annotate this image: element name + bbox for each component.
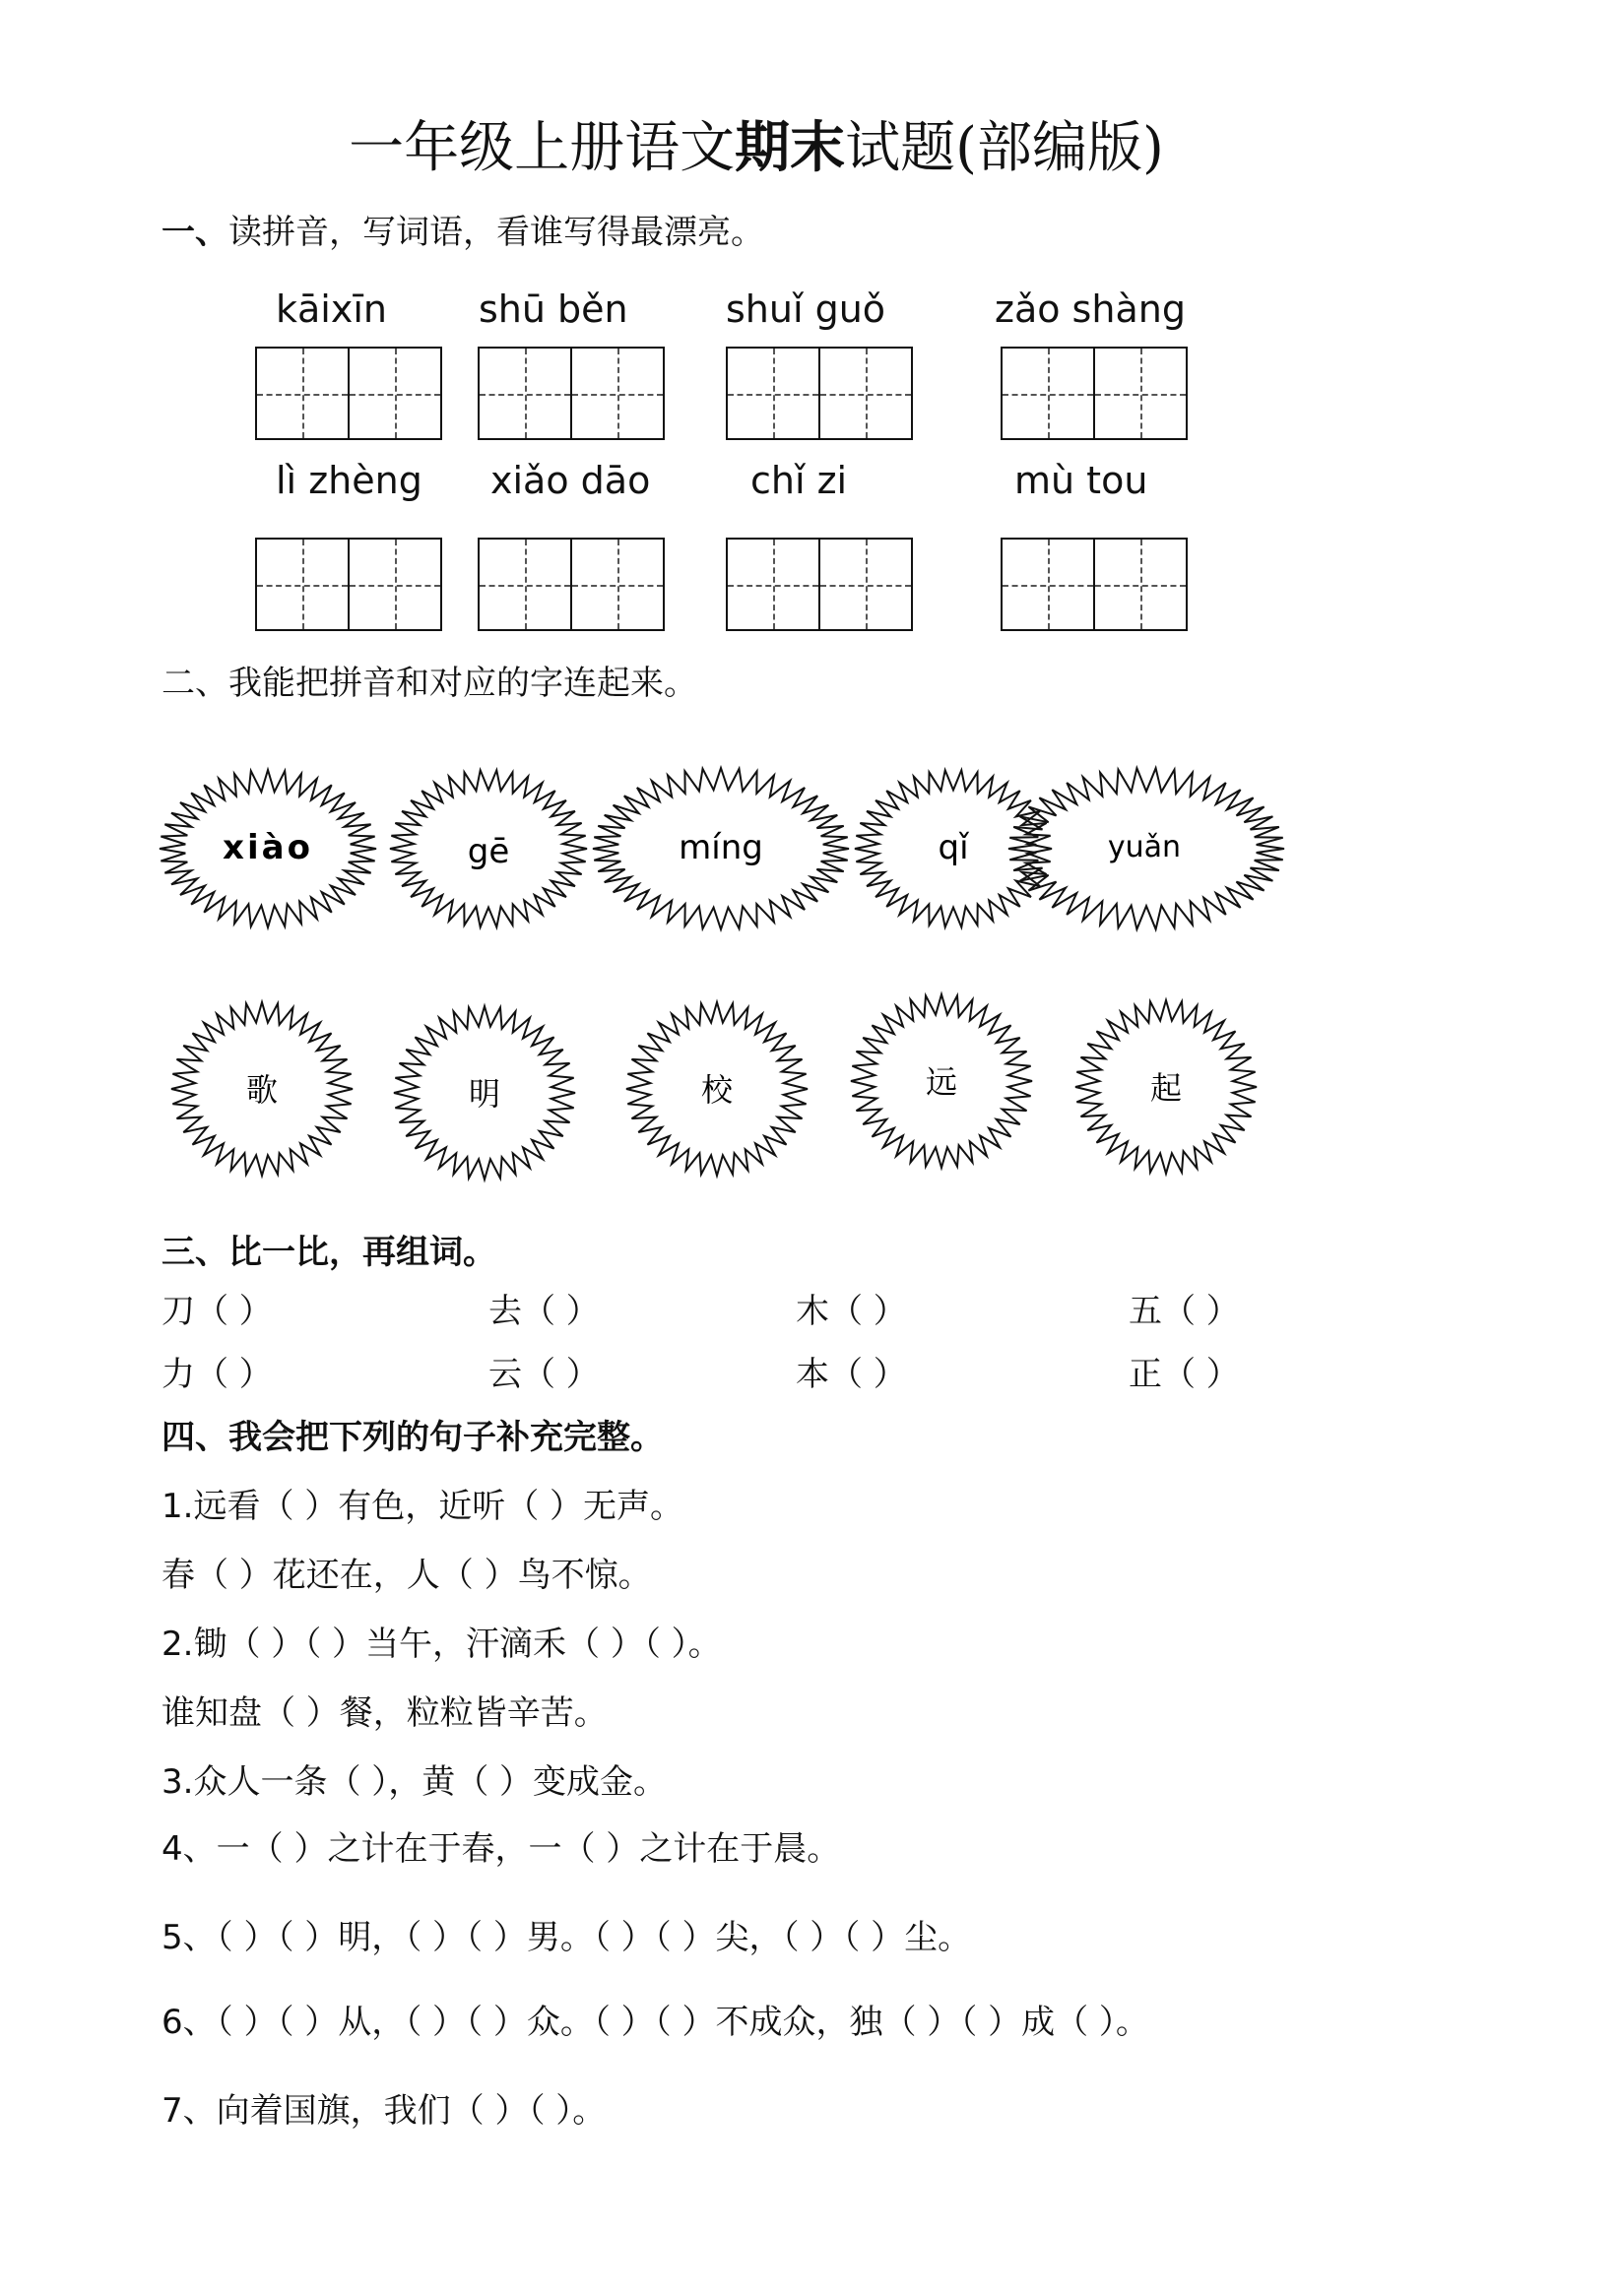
burst-pinyin-ge[interactable]: gē — [467, 832, 510, 871]
sentence-line[interactable]: 1.远看（ ）有色，近听（ ）无声。 — [162, 1487, 684, 1526]
burst-char-yuan[interactable]: 远 — [925, 1063, 958, 1101]
sentence-line[interactable]: 7、向着国旗，我们（ ）（ ）。 — [162, 2091, 607, 2131]
sentence-line[interactable]: 谁知盘（ ）餐，粒粒皆辛苦。 — [162, 1693, 608, 1733]
burst-pinyin-yuan[interactable]: yuǎn — [1107, 830, 1182, 864]
pinyin-label: xiǎo dāo — [490, 459, 651, 502]
page-title: 一年级上册语文期末试题(部编版) — [349, 116, 1164, 180]
section3-heading: 三、比一比，再组词。 — [162, 1233, 496, 1272]
burst-pinyin-qi[interactable]: qǐ — [938, 828, 969, 867]
section4-heading: 四、我会把下列的句子补充完整。 — [162, 1418, 664, 1457]
burst-pinyin-ming[interactable]: míng — [679, 828, 763, 867]
section2-heading: 二、我能把拼音和对应的字连起来。 — [162, 664, 697, 703]
sentence-line[interactable]: 6、（ ）（ ）从，（ ）（ ）众。（ ）（ ）不成众，独（ ）（ ）成（ ）。 — [162, 2003, 1149, 2042]
word-item[interactable]: 正（ ） — [1129, 1355, 1240, 1394]
burst-char-ge[interactable]: 歌 — [245, 1071, 279, 1109]
sentence-line[interactable]: 春（ ）花还在，人（ ）鸟不惊。 — [162, 1556, 652, 1595]
pinyin-label: chǐ zi — [750, 459, 848, 502]
word-item[interactable]: 力（ ） — [162, 1355, 273, 1394]
pinyin-label: shū běn — [479, 287, 628, 331]
word-item[interactable]: 云（ ） — [488, 1355, 600, 1394]
word-item[interactable]: 五（ ） — [1129, 1292, 1240, 1331]
burst-pinyin-xiao[interactable]: xiào — [223, 828, 313, 867]
sentence-line[interactable]: 3.众人一条（ ），黄（ ）变成金。 — [162, 1762, 668, 1802]
section1-heading: 一、读拼音，写词语，看谁写得最漂亮。 — [162, 213, 764, 252]
sentence-line[interactable]: 4、一（ ）之计在于春，一（ ）之计在于晨。 — [162, 1829, 841, 1869]
word-item[interactable]: 木（ ） — [796, 1292, 907, 1331]
pinyin-label: mù tou — [1014, 459, 1148, 502]
word-item[interactable]: 刀（ ） — [162, 1292, 273, 1331]
sentence-line[interactable]: 5、（ ）（ ）明，（ ）（ ）男。（ ）（ ）尖，（ ）（ ）尘。 — [162, 1918, 972, 1957]
pinyin-label: kāixīn — [276, 287, 387, 331]
pinyin-label: lì zhèng — [276, 459, 422, 502]
burst-char-qi[interactable]: 起 — [1149, 1069, 1183, 1107]
word-item[interactable]: 本（ ） — [796, 1355, 907, 1394]
burst-char-xiao[interactable]: 校 — [700, 1071, 734, 1109]
sentence-line[interactable]: 2.锄（ ）（ ）当午，汗滴禾（ ）（ ）。 — [162, 1625, 722, 1664]
word-item[interactable]: 去（ ） — [488, 1292, 600, 1331]
burst-char-ming[interactable]: 明 — [468, 1075, 501, 1113]
pinyin-label: zǎo shàng — [995, 287, 1186, 331]
pinyin-label: shuǐ guǒ — [726, 287, 886, 331]
